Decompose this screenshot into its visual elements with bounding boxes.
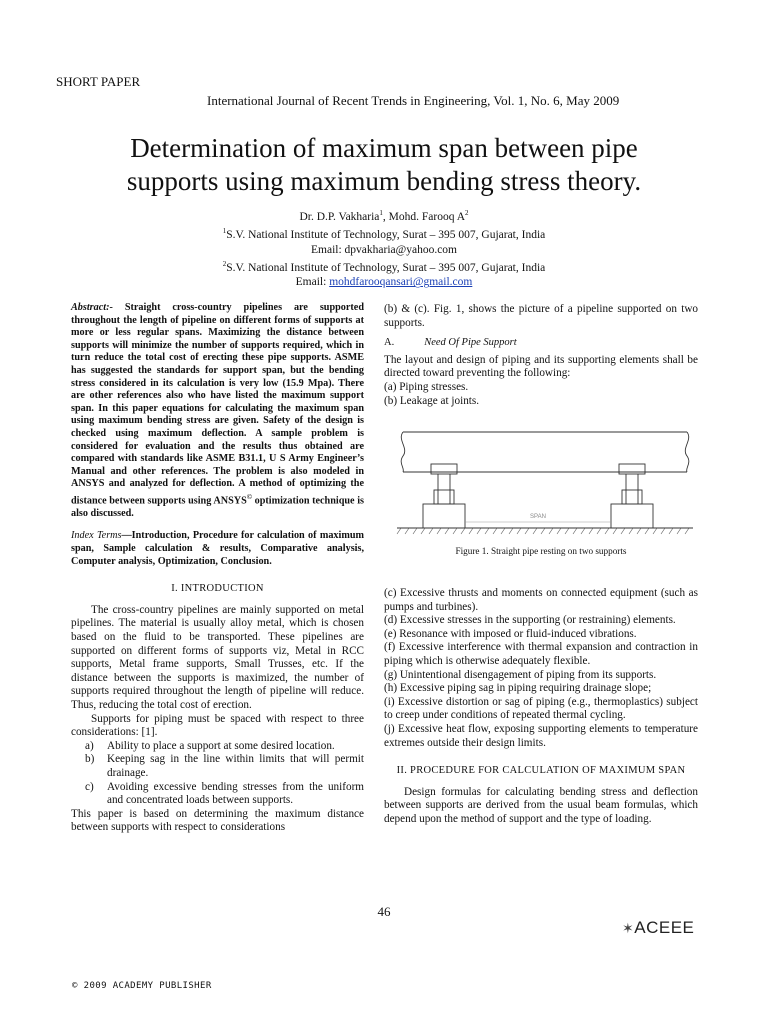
- list-item: a) Ability to place a support at some desired location.: [85, 739, 335, 752]
- right-paragraph-top: (b) & (c). Fig. 1, shows the picture of a pipeline supported on two supports.: [384, 303, 698, 329]
- email-1: Email: dpvakharia@yahoo.com: [311, 243, 457, 256]
- list-item: (e) Resonance with imposed or fluid-induced vibrations.: [384, 627, 637, 640]
- design-paragraph: Design formulas for calculating bending stress and deflection between supports are derived from the usual beam formulas, which depend upon the method of support and the type of loading.: [384, 785, 698, 825]
- list-item: c) Avoiding excessive bending stresses from the uniform and concentrated loads between supports.: [85, 780, 364, 807]
- need-item-b: (b) Leakage at joints.: [384, 394, 480, 407]
- list-item: (f) Excessive interference with thermal expansion and contraction in piping which is otherwise adequately flexible.: [384, 641, 698, 667]
- left-support-clamp: [431, 464, 457, 474]
- author-names: Dr. D.P. Vakharia$^1$, Mohd. Farooq $A^2$: [299, 209, 469, 223]
- list-item: (j) Excessive heat flow, exposing supporting elements to temperature extremes outside their design limits.: [384, 722, 698, 749]
- email-2-link[interactable]: mohdfarooqansari@gmail.com: [329, 276, 473, 289]
- section-heading-introduction: I. INTRODUCTION: [171, 583, 264, 595]
- journal-reference: International Journal of Recent Trends in Engineering, Vol. 1, No. 6, May 2009: [207, 93, 620, 108]
- aceee-logo: ✶ACEEE: [622, 918, 695, 937]
- short-paper-label: SHORT PAPER: [56, 74, 141, 89]
- title-line-2: supports using maximum bending stress theory.: [126, 166, 642, 196]
- author-block: [0, 206, 768, 290]
- section-heading-procedure: II. PROCEDURE FOR CALCULATION OF MAXIMUM SPAN: [396, 765, 686, 777]
- star-icon: ✶: [622, 920, 635, 936]
- list-item: (i) Excessive distortion or sag of piping (e.g., thermoplastics) subject to creep under conditions of repeated thermal cycling.: [384, 695, 698, 722]
- right-support-clamp: [619, 464, 645, 474]
- title-line-1: Determination of maximum span between pipe: [130, 133, 638, 163]
- left-column: [71, 302, 364, 835]
- pipe-left-break: [401, 432, 405, 472]
- list-item: (c) Excessive thrusts and moments on connected equipment (such as pumps and turbines).: [384, 587, 698, 613]
- right-column-top: [384, 303, 698, 408]
- page-number: 46: [377, 904, 391, 919]
- list-item: (d) Excessive stresses in the supporting (or restraining) elements.: [384, 614, 676, 627]
- copyright-notice: © 2009 ACADEMY PUBLISHER: [72, 981, 212, 991]
- paper-title: [0, 132, 768, 198]
- pipe-support-figure: [395, 426, 695, 538]
- list-item: (h) Excessive piping sag in piping requiring drainage slope;: [384, 682, 652, 695]
- need-item-a: (a) Piping stresses.: [384, 380, 469, 393]
- intro-paragraph-1: The cross-country pipelines are mainly supported on metal pipelines. The material is usually alloy metal, which is chosen based on the fluid to be transported. These pipelines are supported on different forms of supports viz, Metal in RCC supports, Metal frame supports, Small Trusses, etc. If the distance between the supports is maximized, the number of supports required throughout the length of pipeline will reduce. Thus, reducing the total cost of erection.: [71, 603, 364, 712]
- list-item: (g) Unintentional disengagement of piping from its supports.: [384, 668, 657, 681]
- abstract: Abstract:- Straight cross-country pipelines are supported throughout the length of pipeline on different forms of supports at more or less regular spans. Maximizing the distance between supports will minimize the number of supports required, which in turn reduce the total cost of erecting these pipe supports. ASME has suggested the standards for support span, but the bending stress considered in its calculation is very low (15.9 Mpa). There are other references also who have listed the maximum support span. In this paper equations for calculating the maximum span using maximum bending stress are given. Safety of the design is checked using maximum deflection. A sample problem is considered for evaluation and the results thus obtained are compared with standards like ASME B31.1, U S Army Engineer’s Manual and other references. The problem is also modeled in ANSYS and analyzed for deflection. A method of optimizing the distance between supports using ANSYS© optimization technique is also discussed.: [71, 302, 364, 519]
- affiliation-1: $^1$S.V. National Institute of Technology, Surat – 395 007, Gujarat, India: [222, 227, 546, 242]
- email-2: Email: mohdfarooqansari@gmail.com: [295, 276, 473, 289]
- subsection-heading-need: A. Need Of Pipe Support: [384, 337, 517, 349]
- affiliation-2: $^2$S.V. National Institute of Technology, Surat – 395 007, Gujarat, India: [222, 260, 546, 274]
- right-support-foundation: [611, 504, 653, 528]
- figure-caption: Figure 1. Straight pipe resting on two supports: [455, 546, 627, 556]
- right-column-lower: [384, 587, 698, 827]
- index-terms: Index Terms—Introduction, Procedure for calculation of maximum span, Sample calculation & results, Comparative analysis, Computer analysis, Optimization, Conclusion.: [71, 530, 364, 567]
- left-support-base-block: [434, 490, 454, 504]
- right-support-base-block: [622, 490, 642, 504]
- intro-paragraph-2: Supports for piping must be spaced with respect to three considerations: [1].: [71, 712, 364, 739]
- pipe-right-break: [685, 432, 689, 472]
- span-label: SPAN: [530, 514, 546, 520]
- considerations-list: [71, 740, 364, 808]
- intro-paragraph-3: This paper is based on determining the maximum distance between supports with respect to considerations: [71, 807, 364, 834]
- ground-hatching: [397, 528, 689, 534]
- list-item: b) Keeping sag in the line within limits that will permit drainage.: [85, 753, 364, 779]
- need-paragraph: The layout and design of piping and its supporting elements shall be directed toward preventing the following:: [384, 353, 698, 380]
- left-support-foundation: [423, 504, 465, 528]
